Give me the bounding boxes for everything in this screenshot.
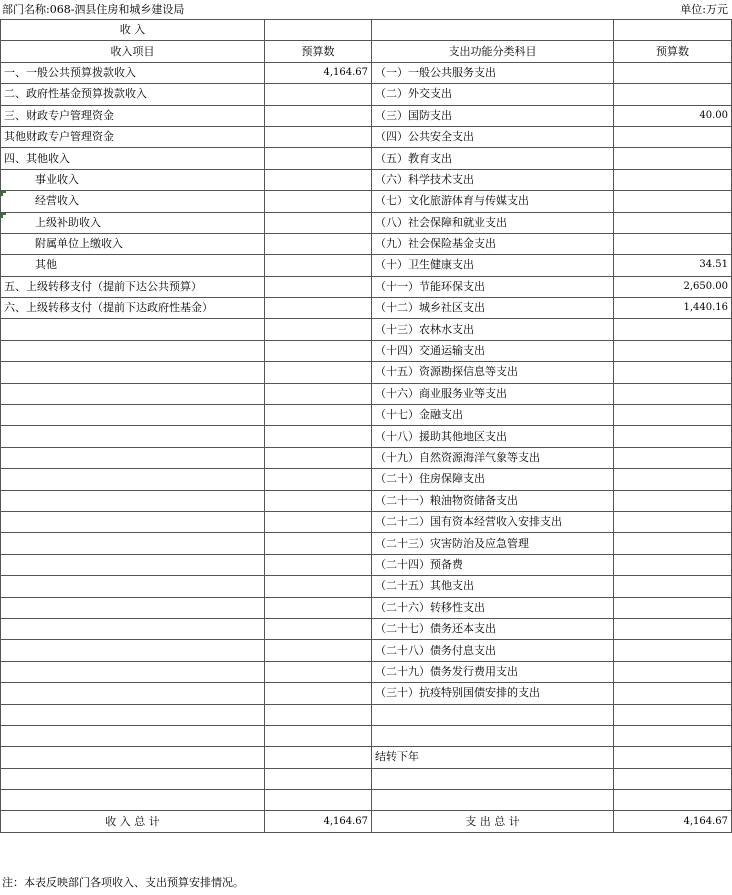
expense-item-cell: 结转下年 bbox=[372, 747, 614, 768]
expense-item-cell: （二）外交支出 bbox=[372, 84, 614, 105]
table-row bbox=[1, 191, 732, 212]
income-item-cell: 四、其他收入 bbox=[1, 148, 265, 169]
income-item-cell bbox=[1, 340, 265, 361]
income-item-cell bbox=[1, 490, 265, 511]
expense-item-cell: （二十三）灾害防治及应急管理 bbox=[372, 533, 614, 554]
expense-value-cell bbox=[614, 533, 732, 554]
income-item-cell: 事业收入 bbox=[1, 169, 265, 190]
income-total-value: 4,164.67 bbox=[265, 811, 372, 832]
income-item-cell bbox=[1, 661, 265, 682]
income-value-cell bbox=[265, 661, 372, 682]
expense-item-cell: （三十）抗疫特别国债安排的支出 bbox=[372, 683, 614, 704]
table-row bbox=[1, 233, 732, 254]
income-total-label: 收 入 总 计 bbox=[1, 811, 265, 832]
expense-value-cell bbox=[614, 212, 732, 233]
expense-item-cell: （四）公共安全支出 bbox=[372, 126, 614, 147]
table-row bbox=[1, 576, 732, 597]
income-item-cell bbox=[1, 362, 265, 383]
table-row bbox=[1, 84, 732, 105]
table-row bbox=[1, 126, 732, 147]
expense-value-cell bbox=[614, 790, 732, 811]
income-value-cell bbox=[265, 747, 372, 768]
expense-item-cell bbox=[372, 725, 614, 746]
table-row bbox=[1, 554, 732, 575]
income-value-cell bbox=[265, 105, 372, 126]
income-item-cell bbox=[1, 511, 265, 532]
table-row bbox=[1, 490, 732, 511]
income-item-cell bbox=[1, 704, 265, 725]
income-value-cell bbox=[265, 233, 372, 254]
expense-total-label: 支 出 总 计 bbox=[372, 811, 614, 832]
income-item-cell bbox=[1, 683, 265, 704]
expense-value-cell bbox=[614, 661, 732, 682]
expense-value-cell bbox=[614, 62, 732, 83]
table-row bbox=[1, 426, 732, 447]
income-item-cell bbox=[1, 768, 265, 789]
expense-item-cell: （二十六）转移性支出 bbox=[372, 597, 614, 618]
table-row bbox=[1, 469, 732, 490]
income-item-cell bbox=[1, 747, 265, 768]
income-value-cell bbox=[265, 576, 372, 597]
table-row bbox=[1, 340, 732, 361]
income-value-cell bbox=[265, 490, 372, 511]
expense-value-cell bbox=[614, 126, 732, 147]
income-value-cell bbox=[265, 554, 372, 575]
expense-item-cell: （九）社会保险基金支出 bbox=[372, 233, 614, 254]
income-value-cell bbox=[265, 298, 372, 319]
expense-item-cell: （五）教育支出 bbox=[372, 148, 614, 169]
income-item-cell: 二、政府性基金预算拨款收入 bbox=[1, 84, 265, 105]
income-value-cell: 4,164.67 bbox=[265, 62, 372, 83]
table-row bbox=[1, 447, 732, 468]
expense-value-cell bbox=[614, 725, 732, 746]
income-item-cell: 其他 bbox=[1, 255, 265, 276]
expense-value-cell bbox=[614, 84, 732, 105]
expense-item-cell: （六）科学技术支出 bbox=[372, 169, 614, 190]
expense-value-cell: 34.51 bbox=[614, 255, 732, 276]
expense-value-cell bbox=[614, 169, 732, 190]
income-item-cell: 附属单位上缴收入 bbox=[1, 233, 265, 254]
expense-item-cell: （十一）节能环保支出 bbox=[372, 276, 614, 297]
income-item-cell bbox=[1, 447, 265, 468]
income-value-cell bbox=[265, 704, 372, 725]
expense-item-cell: （十五）资源勘探信息等支出 bbox=[372, 362, 614, 383]
expense-item-cell: （十七）金融支出 bbox=[372, 405, 614, 426]
income-item-cell bbox=[1, 383, 265, 404]
income-item-cell: 一、一般公共预算拨款收入 bbox=[1, 62, 265, 83]
income-item-cell: 三、财政专户管理资金 bbox=[1, 105, 265, 126]
income-value-cell bbox=[265, 362, 372, 383]
expense-item-cell: （十三）农林水支出 bbox=[372, 319, 614, 340]
table-row bbox=[1, 640, 732, 661]
expense-value-cell bbox=[614, 511, 732, 532]
income-value-cell bbox=[265, 255, 372, 276]
table-row bbox=[1, 704, 732, 725]
income-item-cell bbox=[1, 576, 265, 597]
col-expense-budget: 预算数 bbox=[614, 41, 732, 62]
department-name: 部门名称:068-泗县住房和城乡建设局 bbox=[2, 3, 185, 16]
section-blank bbox=[372, 20, 614, 41]
expense-value-cell bbox=[614, 383, 732, 404]
table-note: 注：本表反映部门各项收入、支出预算安排情况。 bbox=[2, 876, 244, 889]
section-header-row bbox=[1, 20, 732, 41]
table-row bbox=[1, 212, 732, 233]
table-row bbox=[1, 62, 732, 83]
income-value-cell bbox=[265, 405, 372, 426]
expense-item-cell: （一）一般公共服务支出 bbox=[372, 62, 614, 83]
table-row bbox=[1, 597, 732, 618]
table-row bbox=[1, 768, 732, 789]
expense-value-cell bbox=[614, 233, 732, 254]
income-value-cell bbox=[265, 683, 372, 704]
budget-table bbox=[0, 19, 732, 833]
income-value-cell bbox=[265, 319, 372, 340]
expense-item-cell: （七）文化旅游体育与传媒支出 bbox=[372, 191, 614, 212]
income-item-cell bbox=[1, 469, 265, 490]
expense-item-cell: （二十二）国有资本经营收入安排支出 bbox=[372, 511, 614, 532]
income-value-cell bbox=[265, 148, 372, 169]
expense-item-cell: （三）国防支出 bbox=[372, 105, 614, 126]
income-value-cell bbox=[265, 212, 372, 233]
table-row bbox=[1, 405, 732, 426]
expense-value-cell bbox=[614, 704, 732, 725]
expense-value-cell: 40.00 bbox=[614, 105, 732, 126]
expense-value-cell bbox=[614, 426, 732, 447]
income-value-cell bbox=[265, 597, 372, 618]
table-row bbox=[1, 148, 732, 169]
income-value-cell bbox=[265, 640, 372, 661]
col-income-item: 收入项目 bbox=[1, 41, 265, 62]
income-item-cell bbox=[1, 405, 265, 426]
table-row bbox=[1, 747, 732, 768]
expense-value-cell bbox=[614, 554, 732, 575]
expense-value-cell bbox=[614, 447, 732, 468]
expense-value-cell bbox=[614, 191, 732, 212]
expense-item-cell: （十二）城乡社区支出 bbox=[372, 298, 614, 319]
table-row bbox=[1, 169, 732, 190]
table-row bbox=[1, 276, 732, 297]
expense-value-cell bbox=[614, 148, 732, 169]
expense-item-cell: （十六）商业服务业等支出 bbox=[372, 383, 614, 404]
expense-item-cell: （二十八）债务付息支出 bbox=[372, 640, 614, 661]
section-blank bbox=[265, 20, 372, 41]
table-row bbox=[1, 511, 732, 532]
income-item-cell bbox=[1, 618, 265, 639]
table-row bbox=[1, 790, 732, 811]
income-value-cell bbox=[265, 469, 372, 490]
expense-value-cell: 1,440.16 bbox=[614, 298, 732, 319]
table-row bbox=[1, 255, 732, 276]
report-header bbox=[2, 2, 730, 18]
table-row bbox=[1, 618, 732, 639]
expense-item-cell bbox=[372, 704, 614, 725]
expense-value-cell bbox=[614, 469, 732, 490]
expense-value-cell bbox=[614, 683, 732, 704]
expense-value-cell bbox=[614, 405, 732, 426]
expense-value-cell bbox=[614, 576, 732, 597]
expense-item-cell: （二十九）债务发行费用支出 bbox=[372, 661, 614, 682]
table-row bbox=[1, 683, 732, 704]
income-value-cell bbox=[265, 191, 372, 212]
income-value-cell bbox=[265, 126, 372, 147]
expense-item-cell: （二十七）债务还本支出 bbox=[372, 618, 614, 639]
income-value-cell bbox=[265, 340, 372, 361]
section-income-header: 收 入 bbox=[1, 20, 265, 41]
table-row bbox=[1, 383, 732, 404]
table-row bbox=[1, 362, 732, 383]
income-value-cell bbox=[265, 618, 372, 639]
table-row bbox=[1, 533, 732, 554]
income-item-cell bbox=[1, 640, 265, 661]
income-value-cell bbox=[265, 383, 372, 404]
income-item-cell bbox=[1, 533, 265, 554]
col-expense-item: 支出功能分类科目 bbox=[372, 41, 614, 62]
income-item-cell bbox=[1, 554, 265, 575]
expense-value-cell bbox=[614, 747, 732, 768]
table-row bbox=[1, 725, 732, 746]
column-header-row bbox=[1, 41, 732, 62]
expense-value-cell bbox=[614, 640, 732, 661]
expense-item-cell: （二十五）其他支出 bbox=[372, 576, 614, 597]
expense-value-cell bbox=[614, 597, 732, 618]
expense-item-cell: （八）社会保障和就业支出 bbox=[372, 212, 614, 233]
section-blank bbox=[614, 20, 732, 41]
income-item-cell bbox=[1, 319, 265, 340]
expense-value-cell bbox=[614, 362, 732, 383]
income-value-cell bbox=[265, 790, 372, 811]
expense-value-cell bbox=[614, 319, 732, 340]
income-value-cell bbox=[265, 533, 372, 554]
income-item-cell: 六、上级转移支付（提前下达政府性基金） bbox=[1, 298, 265, 319]
income-value-cell bbox=[265, 426, 372, 447]
income-item-cell: 上级补助收入 bbox=[1, 212, 265, 233]
table-row bbox=[1, 661, 732, 682]
income-value-cell bbox=[265, 725, 372, 746]
income-value-cell bbox=[265, 511, 372, 532]
income-value-cell bbox=[265, 768, 372, 789]
expense-item-cell: （二十四）预备费 bbox=[372, 554, 614, 575]
expense-item-cell: （十）卫生健康支出 bbox=[372, 255, 614, 276]
expense-value-cell bbox=[614, 618, 732, 639]
expense-value-cell bbox=[614, 340, 732, 361]
expense-item-cell bbox=[372, 790, 614, 811]
table-row bbox=[1, 105, 732, 126]
income-item-cell bbox=[1, 597, 265, 618]
expense-value-cell bbox=[614, 768, 732, 789]
income-value-cell bbox=[265, 276, 372, 297]
expense-total-value: 4,164.67 bbox=[614, 811, 732, 832]
col-income-budget: 预算数 bbox=[265, 41, 372, 62]
income-value-cell bbox=[265, 447, 372, 468]
table-row bbox=[1, 298, 732, 319]
expense-item-cell bbox=[372, 768, 614, 789]
total-row bbox=[1, 811, 732, 832]
income-item-cell bbox=[1, 790, 265, 811]
income-value-cell bbox=[265, 84, 372, 105]
income-item-cell bbox=[1, 426, 265, 447]
income-item-cell: 其他财政专户管理资金 bbox=[1, 126, 265, 147]
expense-item-cell: （十八）援助其他地区支出 bbox=[372, 426, 614, 447]
table-row bbox=[1, 319, 732, 340]
expense-value-cell bbox=[614, 490, 732, 511]
income-item-cell: 经营收入 bbox=[1, 191, 265, 212]
expense-value-cell: 2,650.00 bbox=[614, 276, 732, 297]
income-item-cell: 五、上级转移支付（提前下达公共预算） bbox=[1, 276, 265, 297]
income-item-cell bbox=[1, 725, 265, 746]
unit-label: 单位:万元 bbox=[680, 3, 728, 16]
expense-item-cell: （十四）交通运输支出 bbox=[372, 340, 614, 361]
expense-item-cell: （十九）自然资源海洋气象等支出 bbox=[372, 447, 614, 468]
income-value-cell bbox=[265, 169, 372, 190]
expense-item-cell: （二十一）粮油物资储备支出 bbox=[372, 490, 614, 511]
expense-item-cell: （二十）住房保障支出 bbox=[372, 469, 614, 490]
